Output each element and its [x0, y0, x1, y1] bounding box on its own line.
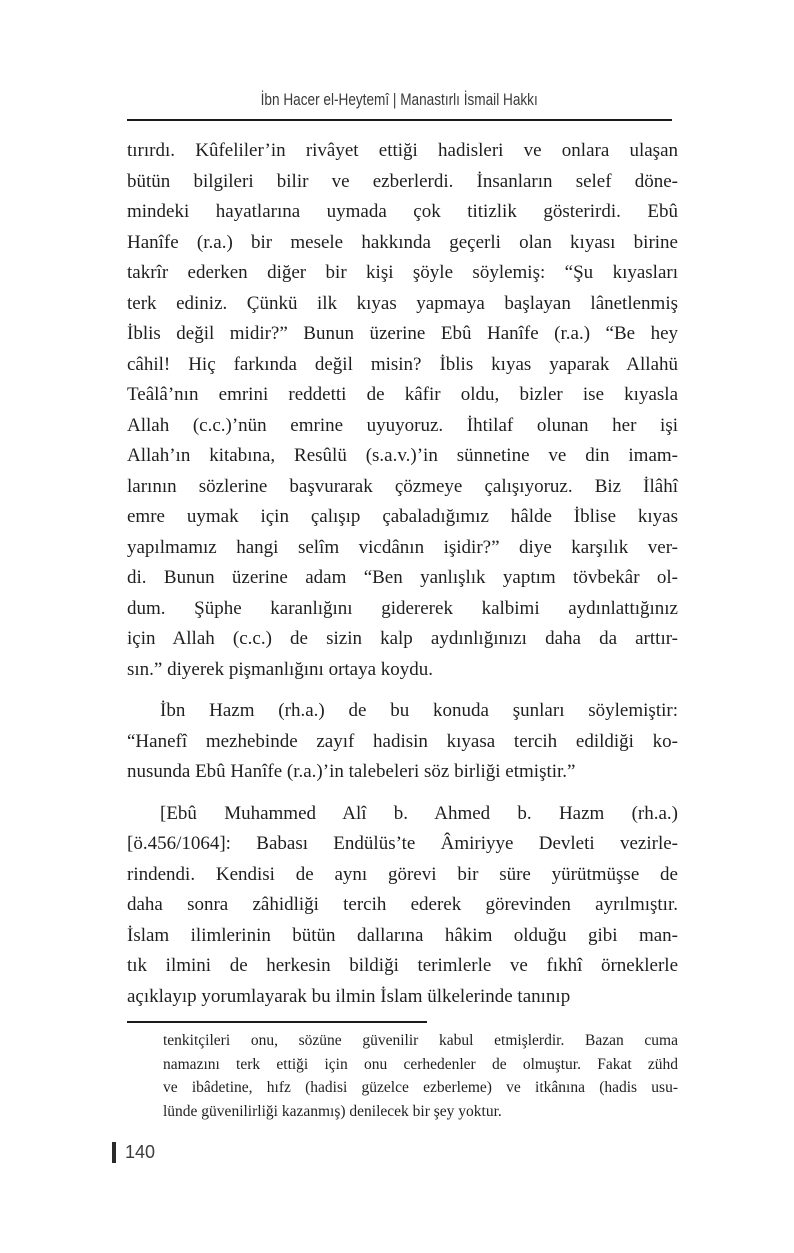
text-line: ve ibâdetine, hıfz (hadisi güzelce ezberleme) ve itkânına (hadis usu- [163, 1079, 678, 1096]
text-line: terk ediniz. Çünkü ilk kıyas yapmaya başlayan lânetlenmiş [127, 292, 678, 314]
text-line: “Hanefî mezhebinde zayıf hadisin kıyasa tercih edildiği ko- [127, 730, 678, 752]
running-head-text: İbn Hacer el-Heytemî | Manastırlı İsmail Hakkı [260, 90, 539, 109]
text-line: câhil! Hiç farkında değil misin? İblis kıyas yaparak Allahü [127, 353, 678, 375]
footnote [163, 1029, 678, 1123]
text-line: takrîr ederken diğer bir kişi şöyle söylemiş: “Şu kıyasları [127, 262, 678, 283]
body-text [127, 136, 678, 1012]
header-rule [127, 119, 672, 121]
text-line: [Ebû Muhammed Alî b. Ahmed b. Hazm (rh.a.) [160, 802, 678, 824]
paragraph [127, 136, 678, 685]
text-line: nusunda Ebû Hanîfe (r.a.)’in talebeleri söz birliği etmiştir.” [127, 761, 576, 782]
text-line: rindendi. Kendisi de aynı görevi bir süre yürütmüşse de [127, 863, 678, 885]
page-number-bar [112, 1142, 116, 1163]
paragraph [127, 696, 678, 788]
footnote-separator [127, 1021, 427, 1023]
text-line: tırırdı. Kûfeliler’in rivâyet ettiği hadisleri ve onlara ulaşan [127, 140, 678, 161]
text-line: Allah (c.c.)’nün emrine uyuyoruz. İhtilaf olunan her işi [127, 414, 678, 436]
text-line: bütün bilgileri bilir ve ezberlerdi. İnsanların selef döne- [127, 170, 678, 192]
text-line: larının sözlerine başvurarak çözmeye çalışıyoruz. Biz İlâhî [127, 475, 678, 497]
text-line: namazını terk ettiği için onu cerhedenler de olmuştur. Fakat zühd [163, 1055, 678, 1073]
text-line: sın.” diyerek pişmanlığını ortaya koydu. [127, 658, 434, 680]
text-line: lünde güvenilirliği kazanmış) denilecek bir şey yoktur. [163, 1102, 502, 1120]
text-line: tık ilmini de herkesin bildiği terimlerle ve fıkhî örneklerle [127, 955, 678, 976]
text-line: [ö.456/1064]: Babası Endülüs’te Âmiriyye Devleti vezirle- [127, 833, 678, 854]
paragraph [127, 799, 678, 1013]
text-line: için Allah (c.c.) de sizin kalp aydınlığınızı daha da arttır- [127, 628, 678, 649]
running-head [127, 89, 672, 110]
text-line: emre uymak için çalışıp çabaladığımız hâlde İblise kıyas [127, 506, 678, 527]
text-line: açıklayıp yorumlayarak bu ilmin İslam ülkelerinde tanınıp [127, 985, 571, 1007]
page-number-value: 140 [125, 1142, 156, 1162]
text-line: Teâlâ’nın emrini reddetti de kâfir oldu, bizler ise kıyasla [127, 384, 678, 405]
text-line: daha sonra zâhidliği tercih ederek görevinden ayrılmıştır. [127, 894, 678, 915]
text-line: İblis değil midir?” Bunun üzerine Ebû Hanîfe (r.a.) “Be hey [127, 323, 678, 344]
text-line: mindeki hayatlarına uymada çok titizlik gösterirdi. Ebû [127, 201, 678, 222]
text-line: Allah’ın kitabına, Resûlü (s.a.v.)’in sünnetine ve din imam- [127, 445, 678, 466]
text-line: İslam ilimlerinin bütün dallarına hâkim olduğu gibi man- [127, 924, 678, 946]
text-line: dum. Şüphe karanlığını gidererek kalbimi aydınlattığınız [127, 597, 678, 619]
text-line: di. Bunun üzerine adam “Ben yanlışlık yaptım tövbekâr ol- [127, 567, 678, 588]
page-number [112, 1142, 155, 1163]
text-line: Hanîfe (r.a.) bir mesele hakkında geçerli olan kıyası birine [127, 231, 678, 253]
text-line: İbn Hazm (rh.a.) de bu konuda şunları söylemiştir: [160, 700, 678, 721]
text-line: tenkitçileri onu, sözüne güvenilir kabul etmişlerdir. Bazan cuma [163, 1032, 678, 1049]
text-line: yapılmamız hangi selîm vicdânın işidir?” diye karşılık ver- [127, 536, 678, 558]
